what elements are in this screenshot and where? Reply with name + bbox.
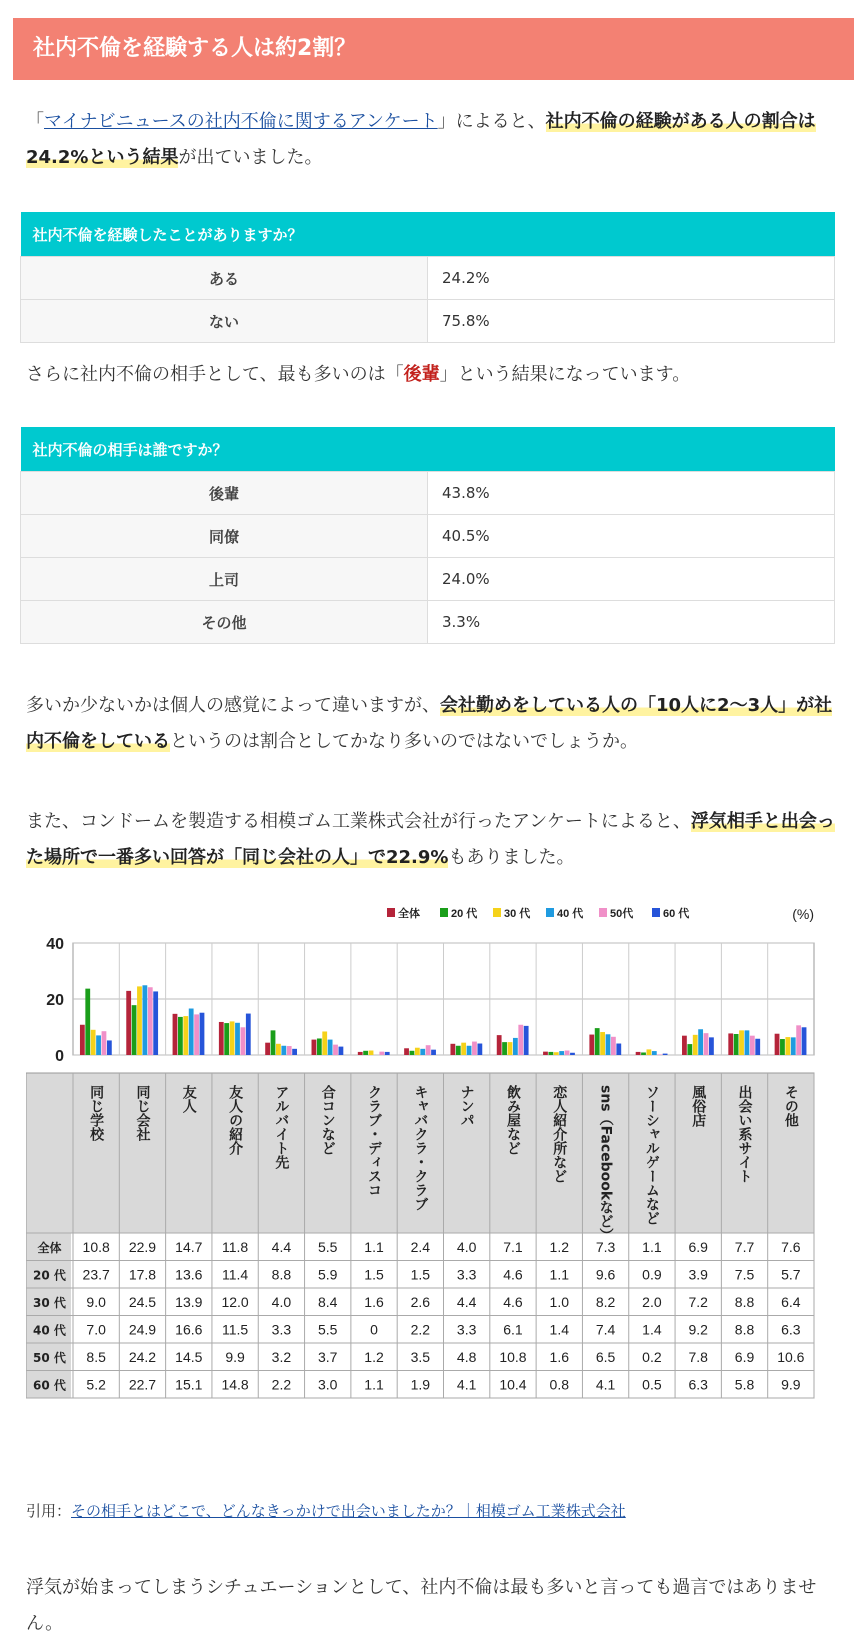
bar	[420, 1049, 425, 1055]
data-cell: 3.2	[271, 1348, 292, 1365]
bar	[518, 1025, 523, 1055]
bar	[734, 1034, 739, 1055]
opinion-paragraph: 多いか少ないかは個人の感覚によって違いますが、会社勤めをしている人の「10人に2〜3人」が社内不倫をしているというのは割合としてかなり多いのではないでしょうか。	[26, 695, 833, 752]
row-value: 24.2%	[428, 257, 835, 300]
y-tick-label: 0	[55, 1048, 64, 1065]
data-cell: 5.5	[317, 1238, 338, 1255]
partner-table	[20, 427, 835, 644]
data-cell: 8.8	[271, 1266, 292, 1283]
bar	[785, 1037, 790, 1055]
data-cell: 6.1	[503, 1321, 523, 1338]
bar	[652, 1051, 657, 1055]
category-label: sns（Facebookなど）	[597, 1085, 614, 1243]
bar	[611, 1037, 616, 1055]
bar	[750, 1036, 755, 1055]
sagami-survey-link[interactable]: その相手とはどこで、どんなきっかけで出会いましたか？｜相模ゴム工業株式会社	[71, 1502, 626, 1520]
data-cell: 4.6	[503, 1293, 523, 1310]
category-label: 飲み屋など	[504, 1085, 521, 1155]
bar	[132, 1005, 137, 1055]
bar	[502, 1042, 507, 1055]
legend-label: 40 代	[557, 908, 584, 920]
bar	[477, 1044, 482, 1055]
bar	[322, 1031, 327, 1055]
data-cell: 1.9	[410, 1376, 431, 1393]
bar	[148, 987, 153, 1055]
data-cell: 3.5	[410, 1348, 431, 1365]
table-row	[21, 472, 835, 515]
bar	[240, 1027, 245, 1055]
bar	[137, 986, 142, 1055]
bar	[687, 1044, 692, 1055]
y-tick-label: 40	[46, 936, 64, 953]
bar	[647, 1049, 652, 1055]
data-cell: 6.3	[688, 1376, 708, 1393]
data-cell: 4.6	[503, 1266, 523, 1283]
bar	[791, 1037, 796, 1055]
data-cell: 1.4	[549, 1321, 570, 1338]
meeting-place-chart	[26, 895, 838, 1470]
legend-label: 30 代	[504, 908, 531, 920]
bar	[450, 1044, 455, 1055]
bar	[85, 989, 90, 1055]
data-cell: 10.8	[499, 1348, 527, 1365]
data-cell: 4.0	[456, 1238, 477, 1255]
legend-label: 50代	[610, 908, 634, 920]
bar	[142, 985, 147, 1055]
table-row	[21, 257, 835, 300]
data-cell: 1.0	[549, 1293, 570, 1310]
bar	[570, 1053, 575, 1055]
data-cell: 7.2	[688, 1293, 708, 1310]
data-cell: 2.2	[410, 1321, 431, 1338]
bar	[431, 1050, 436, 1055]
bar	[693, 1035, 698, 1055]
bar	[467, 1046, 472, 1055]
data-cell: 0	[370, 1321, 378, 1338]
bar	[559, 1051, 564, 1055]
data-cell: 16.6	[175, 1321, 203, 1338]
bar	[548, 1052, 553, 1055]
bar	[276, 1044, 281, 1055]
data-cell: 24.9	[128, 1321, 157, 1338]
row-label: 全体	[37, 1240, 62, 1255]
partner-table-header: 社内不倫の相手は誰ですか？	[21, 427, 835, 472]
data-cell: 9.9	[225, 1348, 245, 1365]
data-cell: 0.8	[549, 1376, 570, 1393]
bar	[312, 1040, 317, 1055]
data-cell: 7.8	[688, 1348, 708, 1365]
data-cell: 1.1	[364, 1376, 384, 1393]
row-value: 43.8%	[428, 472, 835, 515]
bar	[281, 1046, 286, 1055]
bar	[589, 1035, 594, 1055]
data-cell: 1.5	[410, 1266, 431, 1283]
data-cell: 6.9	[688, 1238, 708, 1255]
category-label: 同じ学校	[88, 1085, 105, 1141]
bar	[385, 1052, 390, 1055]
data-cell: 9.0	[86, 1293, 106, 1310]
category-label: ソーシャルゲームなど	[643, 1085, 660, 1225]
bar	[358, 1052, 363, 1055]
data-cell: 3.7	[317, 1348, 338, 1365]
highlight-text: 浮気相手と出会った場所で一番多い回答が「同じ会社の人」で22.9%	[26, 811, 835, 868]
data-cell: 11.5	[221, 1321, 249, 1338]
data-cell: 7.4	[595, 1321, 616, 1338]
bar	[317, 1038, 322, 1055]
data-cell: 7.0	[86, 1321, 106, 1338]
bar	[230, 1021, 235, 1055]
intro-paragraph: 「マイナビニュースの社内不倫に関するアンケート」によると、社内不倫の経験がある人の割合は24.2%という結果が出ていました。	[26, 111, 816, 168]
data-cell: 7.3	[595, 1238, 616, 1255]
data-cell: 7.5	[734, 1266, 755, 1283]
row-label: 上司	[21, 558, 428, 601]
experience-table	[20, 212, 835, 343]
data-cell: 3.3	[456, 1266, 477, 1283]
data-cell: 5.9	[317, 1266, 338, 1283]
data-cell: 5.7	[781, 1266, 801, 1283]
bar	[657, 1054, 662, 1055]
data-cell: 2.4	[410, 1238, 431, 1255]
bar	[682, 1036, 687, 1055]
table-row	[21, 515, 835, 558]
data-cell: 2.2	[271, 1376, 292, 1393]
data-cell: 24.5	[128, 1293, 157, 1310]
data-cell: 14.5	[175, 1348, 203, 1365]
bar	[219, 1022, 224, 1055]
data-cell: 1.4	[642, 1321, 662, 1338]
data-cell: 5.8	[734, 1376, 755, 1393]
category-label: 友人	[180, 1085, 197, 1113]
row-label: その他	[21, 601, 428, 644]
data-cell: 6.9	[734, 1348, 755, 1365]
bar	[543, 1052, 548, 1055]
data-cell: 1.5	[364, 1266, 384, 1283]
bar	[802, 1027, 807, 1055]
row-label: ない	[21, 300, 428, 343]
data-cell: 8.4	[317, 1293, 338, 1310]
section-heading: 社内不倫を経験する人は約2割？	[13, 18, 854, 80]
bar	[339, 1047, 344, 1055]
data-cell: 3.3	[271, 1321, 292, 1338]
data-cell: 4.4	[456, 1293, 477, 1310]
data-cell: 0.2	[642, 1348, 662, 1365]
data-cell: 4.8	[456, 1348, 477, 1365]
bar	[96, 1035, 101, 1055]
data-cell: 14.8	[221, 1376, 249, 1393]
bar	[745, 1030, 750, 1055]
data-cell: 24.2	[128, 1348, 157, 1365]
bar	[796, 1025, 801, 1055]
bar	[183, 1016, 188, 1055]
data-cell: 13.9	[175, 1293, 203, 1310]
bar	[636, 1052, 641, 1055]
bar	[600, 1032, 605, 1055]
data-cell: 2.0	[642, 1293, 662, 1310]
bar	[780, 1039, 785, 1055]
data-cell: 8.8	[734, 1293, 755, 1310]
row-value: 75.8%	[428, 300, 835, 343]
legend-label: 20 代	[451, 908, 478, 920]
bar	[461, 1043, 466, 1055]
category-label: キャバクラ・クラブ	[412, 1085, 429, 1211]
bar	[709, 1037, 714, 1055]
bar	[524, 1026, 529, 1055]
data-cell: 4.4	[271, 1238, 292, 1255]
bar	[363, 1051, 368, 1055]
category-label: その他	[782, 1085, 799, 1127]
data-cell: 0.5	[642, 1376, 662, 1393]
bar	[333, 1045, 338, 1055]
bar	[246, 1014, 251, 1055]
category-label: 同じ会社	[134, 1085, 151, 1141]
legend-swatch	[599, 908, 607, 917]
data-cell: 8.2	[595, 1293, 616, 1310]
highlight-text: 社内不倫の経験がある人の割合は24.2%という結果	[26, 111, 816, 168]
bar	[415, 1048, 420, 1055]
row-label: 40 代	[33, 1323, 66, 1338]
bar	[704, 1033, 709, 1055]
data-cell: 10.4	[499, 1376, 527, 1393]
bar	[775, 1034, 780, 1055]
closing-paragraph: 浮気が始まってしまうシチュエーションとして、社内不倫は最も多いと言っても過言ではありません。	[26, 1577, 817, 1634]
bar	[554, 1052, 559, 1055]
table-row	[21, 601, 835, 644]
data-cell: 7.1	[503, 1238, 523, 1255]
data-cell: 9.6	[595, 1266, 616, 1283]
data-cell: 0.9	[642, 1266, 662, 1283]
legend-label: 全体	[398, 908, 420, 920]
data-cell: 4.1	[456, 1376, 477, 1393]
row-label: 60 代	[33, 1378, 66, 1393]
unit-label: (%)	[792, 906, 814, 922]
kohai-emphasis: 後輩	[403, 364, 440, 385]
data-cell: 8.5	[86, 1348, 106, 1365]
bar	[379, 1052, 384, 1055]
data-cell: 17.8	[128, 1266, 157, 1283]
category-label: アルバイト先	[273, 1085, 290, 1169]
survey-paragraph: また、コンドームを製造する相模ゴム工業株式会社が行ったアンケートによると、浮気相手と出会った場所で一番多い回答が「同じ会社の人」で22.9%もありました。	[26, 811, 835, 868]
data-cell: 7.7	[734, 1238, 755, 1255]
data-cell: 9.9	[781, 1376, 801, 1393]
legend-swatch	[493, 908, 501, 917]
bar	[369, 1051, 374, 1055]
highlight-text: 会社勤めをしている人の「10人に2〜3人」が社内不倫をしている	[26, 695, 833, 752]
category-label: 合コンなど	[319, 1085, 336, 1155]
row-label: 30 代	[33, 1295, 66, 1310]
row-label: ある	[21, 257, 428, 300]
bar	[200, 1013, 205, 1055]
data-cell: 14.7	[175, 1238, 203, 1255]
bar	[102, 1031, 107, 1055]
data-cell: 6.4	[781, 1293, 801, 1310]
row-label: 20 代	[33, 1268, 66, 1283]
table-row	[21, 558, 835, 601]
bar	[663, 1054, 668, 1055]
legend-swatch	[652, 908, 660, 917]
bar	[497, 1035, 502, 1055]
data-cell: 3.0	[317, 1376, 338, 1393]
row-label: 後輩	[21, 472, 428, 515]
data-cell: 5.2	[86, 1376, 106, 1393]
data-cell: 1.1	[364, 1238, 384, 1255]
bar	[508, 1042, 513, 1055]
row-label: 同僚	[21, 515, 428, 558]
bar	[513, 1038, 518, 1055]
bar	[404, 1048, 409, 1055]
data-cell: 7.6	[781, 1238, 801, 1255]
data-cell: 22.7	[128, 1376, 157, 1393]
data-cell: 6.5	[595, 1348, 616, 1365]
bar	[224, 1023, 229, 1055]
data-cell: 2.6	[410, 1293, 431, 1310]
data-cell: 5.5	[317, 1321, 338, 1338]
legend-swatch	[546, 908, 554, 917]
data-cell: 1.6	[549, 1348, 570, 1365]
bar	[728, 1033, 733, 1055]
bar	[189, 1009, 194, 1055]
citation: 引用：その相手とはどこで、どんなきっかけで出会いましたか？｜相模ゴム工業株式会社	[26, 1502, 626, 1520]
data-cell: 8.8	[734, 1321, 755, 1338]
bar	[91, 1030, 96, 1055]
bar	[426, 1045, 431, 1055]
bar	[328, 1040, 333, 1055]
bar	[80, 1025, 85, 1055]
category-label: 友人の紹介	[227, 1085, 244, 1155]
data-cell: 3.9	[688, 1266, 708, 1283]
data-cell: 10.6	[777, 1348, 805, 1365]
data-cell: 9.2	[688, 1321, 708, 1338]
bar	[616, 1044, 621, 1055]
data-cell: 11.8	[221, 1238, 249, 1255]
bar	[194, 1014, 199, 1055]
row-value: 40.5%	[428, 515, 835, 558]
y-tick-label: 20	[46, 992, 64, 1009]
bar	[606, 1034, 611, 1055]
bar	[153, 991, 158, 1055]
row-value: 3.3%	[428, 601, 835, 644]
bar	[456, 1046, 461, 1055]
row-value: 24.0%	[428, 558, 835, 601]
data-cell: 3.3	[456, 1321, 477, 1338]
data-cell: 22.9	[128, 1238, 157, 1255]
bar	[755, 1039, 760, 1055]
bar	[292, 1049, 297, 1055]
data-cell: 12.0	[221, 1293, 249, 1310]
data-cell: 4.1	[595, 1376, 616, 1393]
bar	[235, 1023, 240, 1055]
data-cell: 1.1	[642, 1238, 662, 1255]
data-cell: 15.1	[175, 1376, 203, 1393]
data-cell: 1.2	[549, 1238, 570, 1255]
experience-table-header: 社内不倫を経験したことがありますか？	[21, 212, 835, 257]
partner-intro-paragraph: さらに社内不倫の相手として、最も多いのは「後輩」という結果になっています。	[26, 364, 691, 385]
bar	[698, 1029, 703, 1055]
bar	[107, 1040, 112, 1055]
category-label: ナンパ	[458, 1085, 475, 1127]
category-label: 恋人紹介所など	[551, 1085, 568, 1183]
mynavi-survey-link[interactable]: マイナビニュースの社内不倫に関するアンケート	[44, 111, 438, 132]
bar	[595, 1028, 600, 1055]
legend-label: 60 代	[663, 908, 690, 920]
legend-swatch	[387, 908, 395, 917]
bar	[126, 991, 131, 1055]
data-cell: 1.2	[364, 1348, 384, 1365]
bar	[178, 1017, 183, 1055]
data-cell: 23.7	[82, 1266, 110, 1283]
data-cell: 6.3	[781, 1321, 801, 1338]
bar	[265, 1043, 270, 1055]
bar	[565, 1051, 570, 1055]
data-cell: 11.4	[221, 1266, 249, 1283]
category-label: 風俗店	[690, 1085, 707, 1127]
data-cell: 4.0	[271, 1293, 292, 1310]
bar	[641, 1052, 646, 1055]
data-cell: 1.6	[364, 1293, 384, 1310]
data-cell: 1.1	[549, 1266, 570, 1283]
bar	[472, 1042, 477, 1055]
bar	[287, 1046, 292, 1055]
bar	[173, 1014, 178, 1055]
bar	[271, 1030, 276, 1055]
data-cell: 10.8	[82, 1238, 110, 1255]
legend-swatch	[440, 908, 448, 917]
table-row	[21, 300, 835, 343]
data-cell: 13.6	[175, 1266, 203, 1283]
category-label: 出会い系サイト	[736, 1085, 753, 1183]
bar	[739, 1030, 744, 1055]
category-label: クラブ・ディスコ	[366, 1085, 383, 1197]
bar	[410, 1051, 415, 1055]
row-label: 50 代	[33, 1350, 66, 1365]
